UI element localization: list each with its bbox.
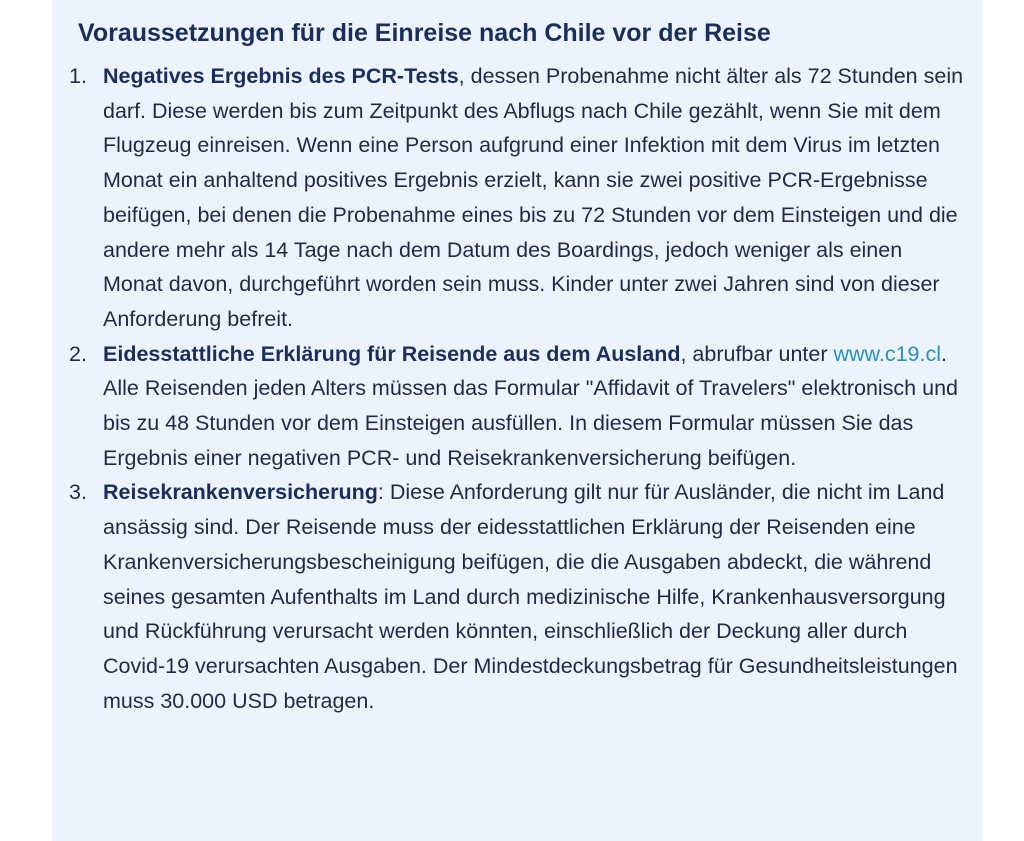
list-item-text: : Diese Anforderung gilt nur für Ausländer, die nicht im Land ansässig sind. Der Reisende muss der eidesstattlichen Erklärung der Reisenden eine Krankenversicherungsbescheinigung beifügen, die die Ausgaben abdeckt, die während seines gesamten Aufenthalts im Land durch medizinische Hilfe, Krankenhausversorgung und Rückführung verursacht werden könnten, einschließlich der Deckung aller durch Covid-19 verursachten Ausgaben. Der Mindestdeckungsbetrag für Gesundheitsleistungen muss 30.000 USD betragen. [103,480,958,713]
c19-website-link[interactable]: www.c19.cl [833,341,942,366]
info-panel [52,0,982,841]
list-item-text: . Alle Reisenden jeden Alters müssen das Formular "Affidavit of Travelers" elektronisch und bis zu 48 Stunden vor dem Einsteigen ausfüllen. In diesem Formular müssen Sie das Ergebnis einer negativen PCR- und Reisekrankenversicherung beifügen. [103,341,958,470]
list-item-number: 1. [69,64,87,88]
requirements-list [52,59,982,718]
list-item-text: , dessen Probenahme nicht älter als 72 Stunden sein darf. Diese werden bis zum Zeitpunkt des Abflugs nach Chile gezählt, wenn Sie mit dem Flugzeug einreisen. Wenn eine Person aufgrund einer Infektion mit dem Virus im letzten Monat ein anhaltend positives Ergebnis erzielt, kann sie zwei positive PCR-Ergebnisse beifügen, bei denen die Probenahme eines bis zu 72 Stunden vor dem Einsteigen und die andere mehr als 14 Tage nach dem Datum des Boardings, jedoch weniger als einen Monat davon, durchgeführt worden sein muss. Kinder unter zwei Jahren sind von dieser Anforderung befreit. [103,64,964,331]
list-item-title: Reisekrankenversicherung [103,480,378,505]
list-item-text: , abrufbar unter [680,341,834,366]
list-item-number: 3. [69,480,87,505]
list-item [52,337,982,476]
list-item-title: Eidesstattliche Erklärung für Reisende aus dem Ausland [103,341,681,366]
list-item-number: 2. [69,341,87,366]
list-item [52,475,982,718]
section-heading: Voraussetzungen für die Einreise nach Chile vor der Reise [78,19,771,47]
list-item [52,59,982,337]
list-item-title: Negatives Ergebnis des PCR-Tests [103,64,459,88]
